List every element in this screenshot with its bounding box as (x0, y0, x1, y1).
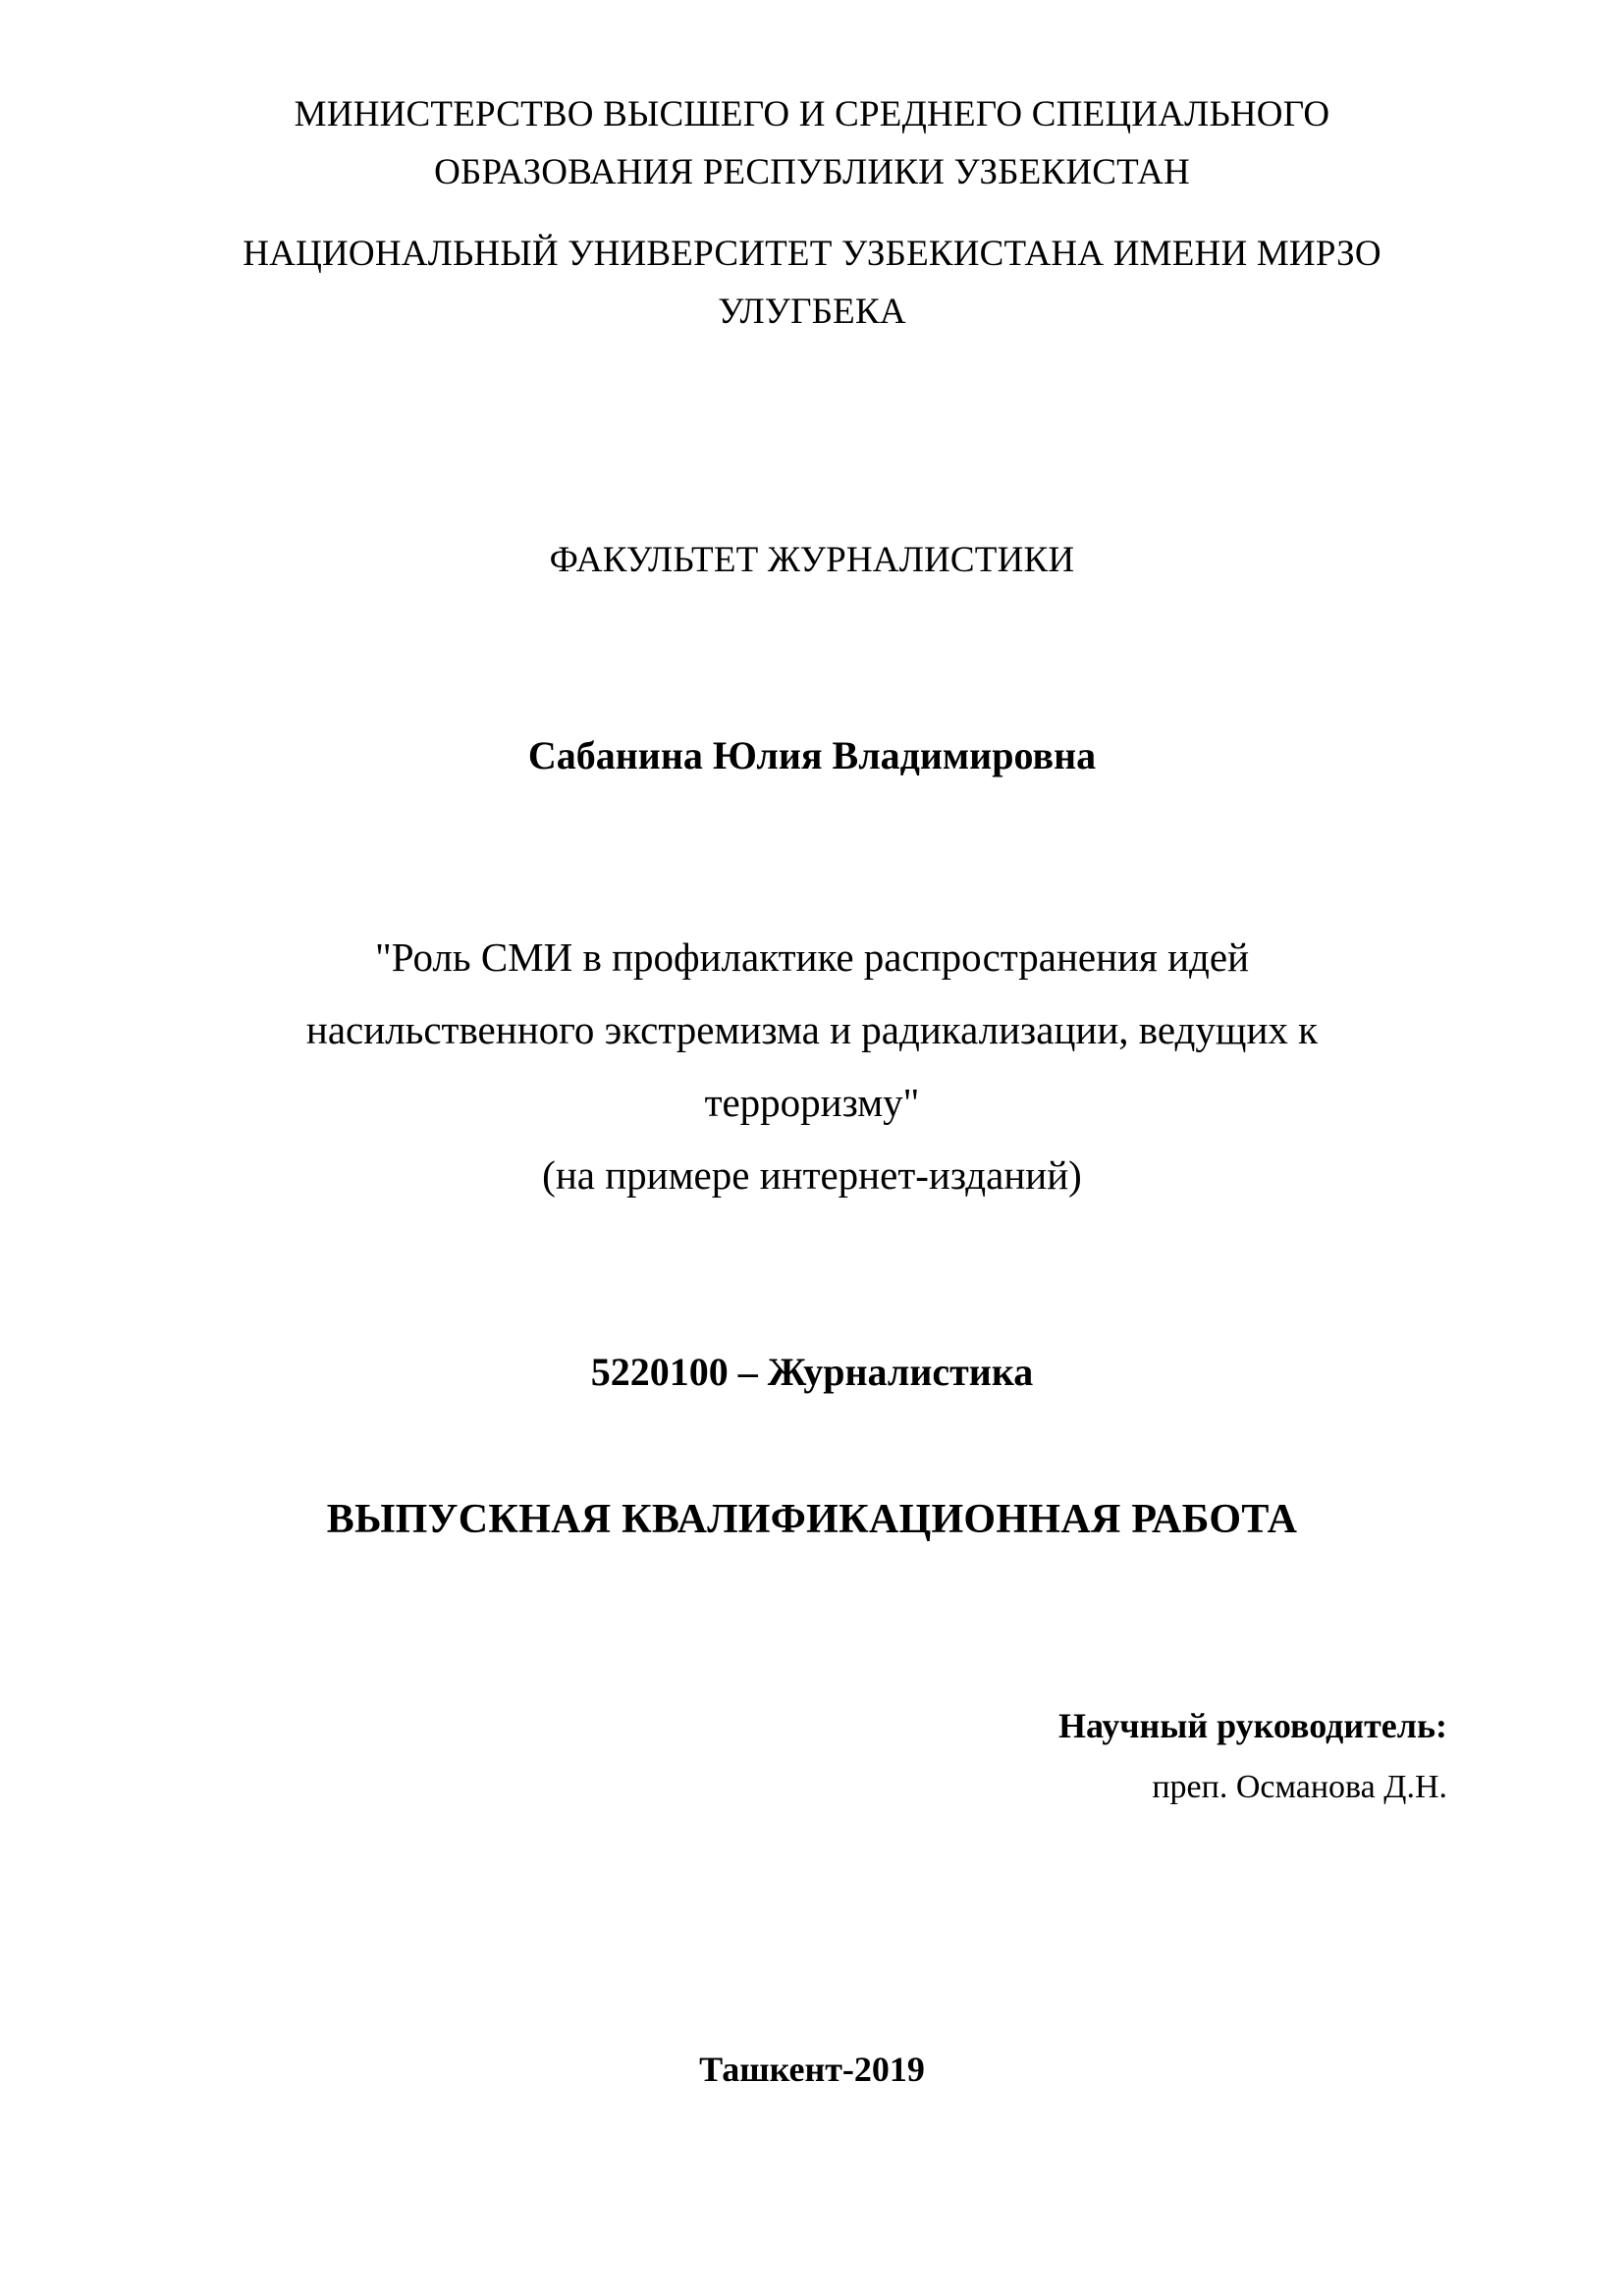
faculty-header (177, 542, 1447, 578)
page-content (177, 0, 1447, 2296)
thesis-title-section (177, 934, 1447, 1198)
advisor-label: Научный руководитель: (1058, 1706, 1447, 1745)
advisor-section (1058, 1708, 1447, 1804)
footer-section (177, 2052, 1447, 2087)
advisor-name: преп. Османова Д.Н. (1152, 1769, 1447, 1805)
specialty-code-and-name: 5220100 – Журналистика (590, 1350, 1034, 1394)
author-full-name: Сабанина Юлия Владимировна (527, 733, 1097, 777)
work-type-label: ВЫПУСКНАЯ КВАЛИФИКАЦИОННАЯ РАБОТА (326, 1497, 1298, 1542)
university-header (177, 236, 1447, 351)
ministry-line-2: ОБРАЗОВАНИЯ РЕСПУБЛИКИ УЗБЕКИСТАН (434, 152, 1190, 192)
work-type-section (177, 1499, 1447, 1540)
thesis-title-line-1: "Роль СМИ в профилактике распространения идей (374, 934, 1250, 980)
ministry-line-1: МИНИСТЕРСТВО ВЫСШЕГО И СРЕДНЕГО СПЕЦИАЛЬНОГО (294, 94, 1330, 134)
university-line-2: УЛУГБЕКА (718, 292, 906, 332)
author-section (177, 733, 1447, 777)
thesis-title-line-3: терроризму" (704, 1080, 920, 1125)
faculty-name: ФАКУЛЬТЕТ ЖУРНАЛИСТИКИ (549, 540, 1075, 580)
ministry-header (177, 96, 1447, 212)
thesis-title-line-2: насильственного экстремизма и радикализации, ведущих к (305, 1007, 1319, 1052)
university-line-1: НАЦИОНАЛЬНЫЙ УНИВЕРСИТЕТ УЗБЕКИСТАНА ИМЕНИ МИРЗО (243, 234, 1381, 274)
city-year: Ташкент-2019 (699, 2050, 925, 2089)
specialty-section (177, 1350, 1447, 1394)
thesis-subtitle: (на примере интернет-изданий) (542, 1152, 1082, 1198)
